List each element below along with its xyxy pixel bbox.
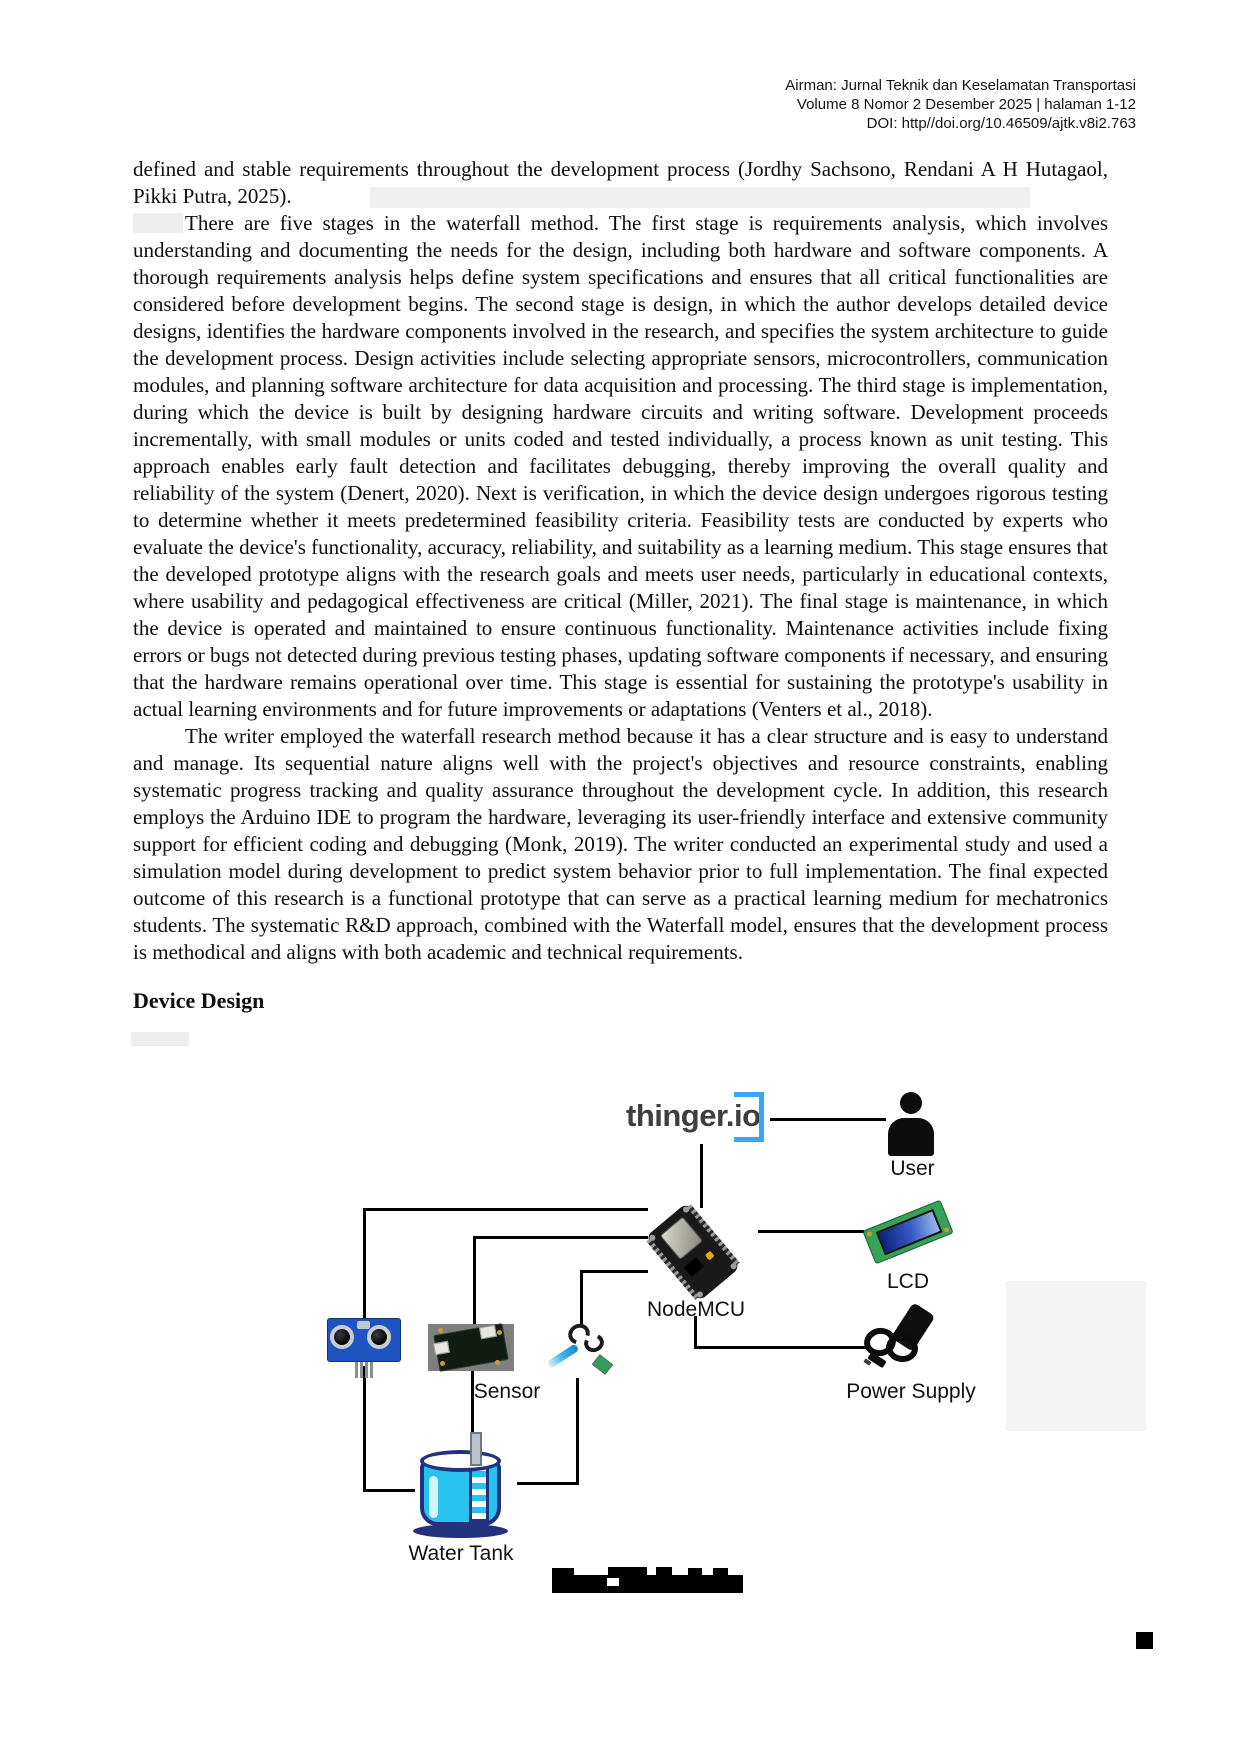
tank-rim bbox=[420, 1450, 501, 1472]
paragraph-continued: defined and stable requirements throughout the development process (Jordhy Sachsono, Rendani A H Hutagaol, Pikki Putra, 2025). bbox=[133, 157, 1108, 208]
redaction-notch bbox=[607, 1578, 619, 1586]
power-supply-label: Power Supply bbox=[846, 1380, 976, 1403]
redaction-block bbox=[552, 1568, 574, 1576]
ph-probe-image bbox=[546, 1322, 614, 1378]
figure-caption-redacted bbox=[552, 1567, 743, 1593]
section-heading: Device Design bbox=[133, 988, 265, 1013]
sensor-board-pad bbox=[440, 1361, 445, 1366]
connector-ultrasonic-nodemcu-drop bbox=[363, 1208, 366, 1319]
tank-sensor-pipe bbox=[470, 1432, 482, 1466]
lcd-board bbox=[862, 1200, 953, 1265]
connector-phprobe-tank-drop bbox=[576, 1378, 579, 1485]
connector-ultrasonic-tank-drop bbox=[363, 1366, 366, 1492]
user-label: User bbox=[890, 1157, 935, 1180]
lcd-pad bbox=[943, 1227, 950, 1234]
journal-volume-line: Volume 8 Nomor 2 Desember 2025 | halaman 1-12 bbox=[796, 96, 1136, 113]
nodemcu-image bbox=[646, 1208, 740, 1296]
article-body bbox=[133, 156, 1108, 1014]
tank-base bbox=[413, 1524, 508, 1538]
nodemcu-board bbox=[645, 1202, 740, 1301]
sensor-board-pad bbox=[497, 1330, 502, 1335]
sensor-board-pad bbox=[495, 1360, 500, 1365]
journal-doi-line: DOI: http//doi.org/10.46509/ajtk.v8i2.763 bbox=[866, 115, 1136, 132]
connector-phprobe-nodemcu-drop bbox=[580, 1270, 583, 1324]
redaction-block bbox=[656, 1567, 672, 1576]
user-icon-head bbox=[900, 1092, 922, 1114]
ultrasonic-pin bbox=[365, 1362, 368, 1378]
user-icon-body bbox=[888, 1118, 934, 1156]
ultrasonic-pin bbox=[360, 1362, 363, 1378]
ultrasonic-transducer bbox=[330, 1325, 354, 1349]
connector-phprobe-nodemcu bbox=[580, 1270, 648, 1273]
redaction-block bbox=[608, 1567, 647, 1576]
water-tank-icon bbox=[413, 1446, 508, 1538]
redaction-block bbox=[713, 1568, 728, 1576]
sensor-label: Sensor bbox=[473, 1380, 541, 1403]
connector-ultrasonic-nodemcu bbox=[363, 1208, 648, 1211]
user-icon bbox=[888, 1092, 934, 1156]
connector-logo-nodemcu bbox=[700, 1144, 703, 1208]
power-supply-image bbox=[864, 1304, 936, 1374]
connector-phprobe-tank bbox=[517, 1482, 579, 1485]
journal-header bbox=[785, 76, 1136, 133]
paragraph-method-rationale: The writer employed the waterfall research method because it has a clear structure and is easy to understand and manage. Its sequential nature aligns well with the project's objectives and resource constraints, enabling systematic progress tracking and quality assurance throughout the development cycle. In addition, this research employs the Arduino IDE to program the hardware, leveraging its user-friendly interface and extensive community support for efficient coding and debugging (Monk, 2019). The writer conducted an experimental study and used a simulation model during development to predict system behavior prior to full implementation. The final expected outcome of this research is a functional prototype that can serve as a practical learning medium for mechatronics students. The systematic R&D approach, combined with the Waterfall model, ensures that the development process is methodical and aligns with both academic and technical requirements. bbox=[133, 724, 1108, 964]
ultrasonic-transducer bbox=[367, 1325, 391, 1349]
scan-artifact bbox=[131, 1032, 189, 1046]
water-tank-label: Water Tank bbox=[408, 1542, 514, 1565]
connector-nodemcu-powersupply bbox=[694, 1346, 866, 1349]
connector-logo-user bbox=[770, 1118, 886, 1121]
ultrasonic-pin bbox=[355, 1362, 358, 1378]
lcd-pad bbox=[866, 1231, 873, 1238]
connector-sensorboard-nodemcu bbox=[473, 1236, 648, 1239]
lcd-label: LCD bbox=[886, 1270, 929, 1293]
nodemcu-chip bbox=[684, 1257, 704, 1276]
ph-probe-rod bbox=[547, 1343, 580, 1368]
redaction-bar bbox=[552, 1575, 743, 1593]
journal-title: Airman: Jurnal Teknik dan Keselamatan Transportasi bbox=[785, 77, 1136, 94]
sensor-board-image bbox=[428, 1324, 514, 1371]
thinger-io-logo: thinger.io bbox=[626, 1098, 761, 1133]
sensor-board-pad bbox=[438, 1328, 443, 1333]
page-number-redacted bbox=[1136, 1632, 1153, 1649]
connector-ultrasonic-tank bbox=[363, 1489, 415, 1492]
ph-probe-module bbox=[592, 1354, 613, 1375]
connector-nodemcu-lcd bbox=[758, 1230, 864, 1233]
ultrasonic-sensor-image bbox=[327, 1318, 401, 1380]
redaction-block bbox=[688, 1568, 702, 1576]
lcd-image bbox=[866, 1198, 950, 1262]
paragraph-waterfall-stages: There are five stages in the waterfall method. The first stage is requirements analysis, which involves understanding and documenting the needs for the design, including both hardware and software components. A thorough requirements analysis helps define system specifications and ensures that all critical functionalities are considered before development begins. The second stage is design, in which the author develops detailed device designs, identifies the hardware components involved in the research, and specifies the system architecture to guide the development process. Design activities include selecting appropriate sensors, microcontrollers, communication modules, and planning software architecture for data acquisition and processing. The third stage is implementation, during which the device is built by designing hardware circuits and writing software. Development proceeds incrementally, with small modules or units coded and tested individually, a process known as unit testing. This approach enables early fault detection and facilitates debugging, thereby improving the overall quality and reliability of the system (Denert, 2020). Next is verification, in which the device design undergoes rigorous testing to determine whether it meets predetermined feasibility criteria. Feasibility tests are conducted by experts who evaluate the device's functionality, accuracy, reliability, and suitability as a learning medium. This stage ensures that the developed prototype aligns with the research goals and meets user needs, particularly in educational contexts, where usability and pedagogical effectiveness are critical (Miller, 2021). The final stage is maintenance, in which the device is operated and maintained to ensure continuous functionality. Maintenance activities include fixing errors or bugs not detected during previous testing phases, updating software components if necessary, and ensuring that the hardware remains operational over time. This stage is essential for sustaining the prototype's usability in actual learning environments and for future improvements or adaptations (Venters et al., 2018). bbox=[133, 211, 1108, 721]
device-design-diagram bbox=[270, 1060, 990, 1612]
nodemcu-shield bbox=[660, 1216, 704, 1260]
tank-highlight bbox=[429, 1476, 438, 1518]
thinger-io-bracket-icon bbox=[734, 1092, 764, 1142]
ultrasonic-pin bbox=[370, 1362, 373, 1378]
connector-sensorboard-nodemcu-drop bbox=[473, 1236, 476, 1324]
ultrasonic-crystal bbox=[357, 1321, 370, 1329]
scan-artifact bbox=[1006, 1281, 1146, 1431]
lcd-screen bbox=[876, 1209, 943, 1255]
nodemcu-led bbox=[705, 1251, 715, 1261]
nodemcu-label: NodeMCU bbox=[646, 1298, 746, 1321]
sensor-board-connector bbox=[433, 1341, 450, 1355]
